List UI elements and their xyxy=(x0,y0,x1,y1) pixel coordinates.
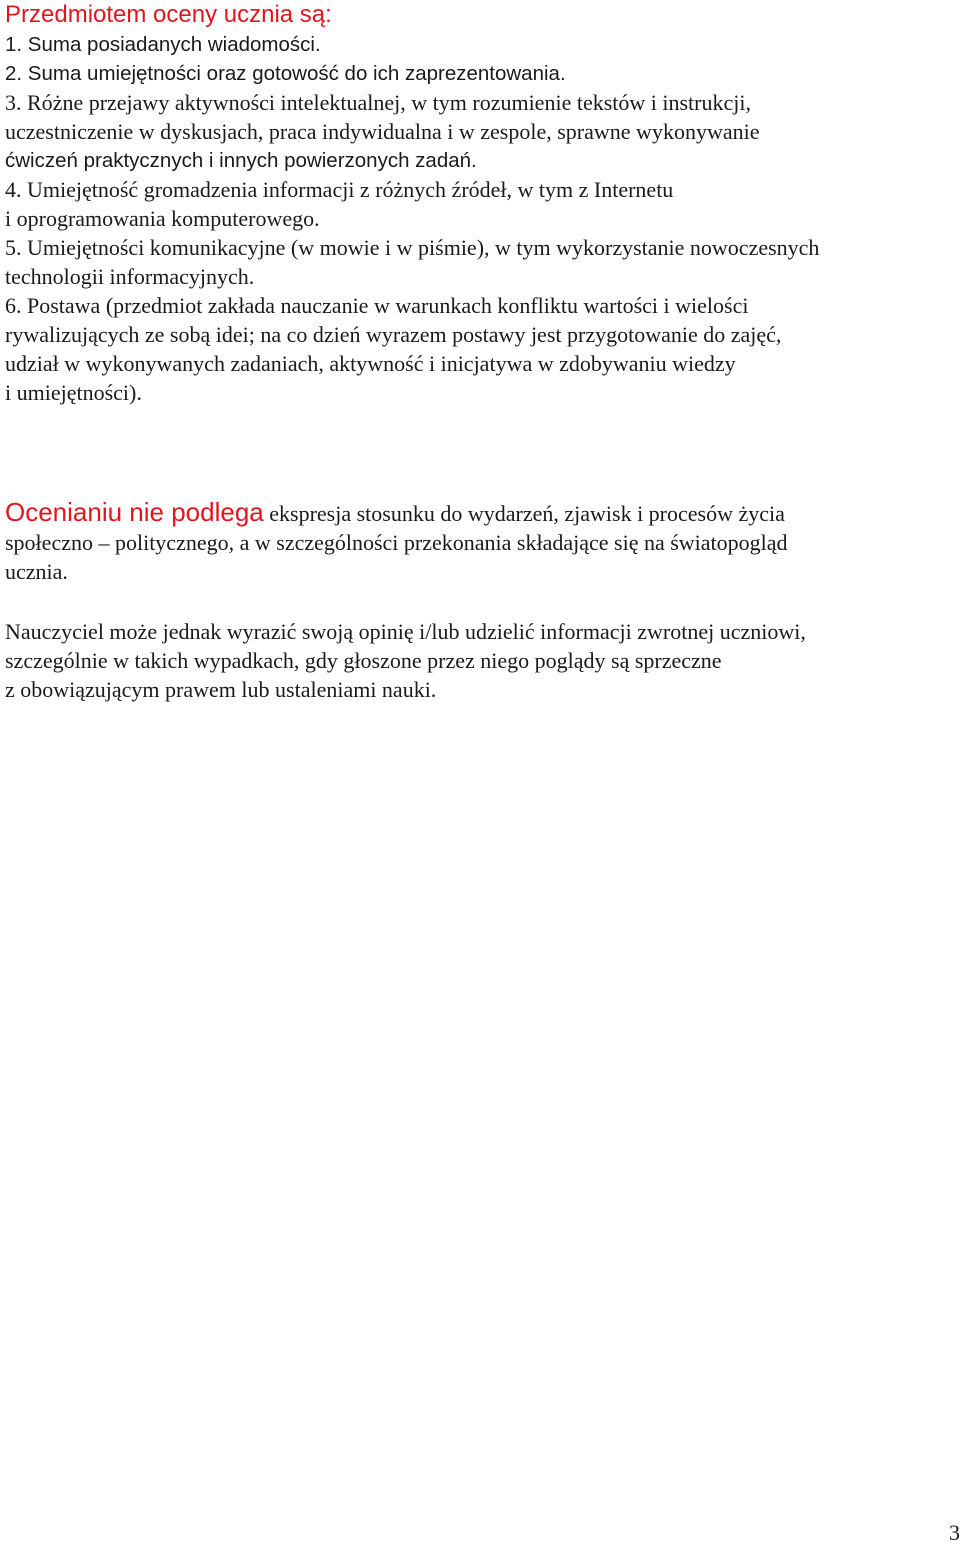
list-item-5-line-1: 5. Umiejętności komunikacyjne (w mowie i w piśmie), w tym wykorzystanie nowoczesnych xyxy=(5,235,820,260)
list-item-5-line-2: technologii informacyjnych. xyxy=(5,264,255,289)
paragraph-line-1: Nauczyciel może jednak wyrazić swoją opinię i/lub udzielić informacji zwrotnej uczniowi, xyxy=(5,619,806,644)
list-item-2: 2. Suma umiejętności oraz gotowość do ich zaprezentowania. xyxy=(5,62,566,85)
emphasis-lead: Ocenianiu nie podlega xyxy=(5,497,264,527)
section-grading-subjects xyxy=(5,0,950,407)
paragraph-line-2: społeczno – politycznego, a w szczególności przekonania składające się na światopogląd xyxy=(5,530,788,555)
paragraph-line-1-rest: ekspresja stosunku do wydarzeń, zjawisk i procesów życia xyxy=(263,501,785,526)
paragraph-line-3: ucznia. xyxy=(5,559,68,584)
list-item-6-line-3: udział w wykonywanych zadaniach, aktywność i inicjatywa w zdobywaniu wiedzy xyxy=(5,351,736,376)
page-number: 3 xyxy=(949,1520,960,1545)
list-item-3-line-1: 3. Różne przejawy aktywności intelektualnej, w tym rozumienie tekstów i instrukcji, xyxy=(5,90,751,115)
list-item-3-line-2: uczestniczenie w dyskusjach, praca indywidualna i w zespole, sprawne wykonywanie xyxy=(5,119,760,144)
list-item-6-line-4: i umiejętności). xyxy=(5,380,142,405)
paragraph-line-3: z obowiązującym prawem lub ustaleniami nauki. xyxy=(5,677,437,702)
paragraph-line-2: szczególnie w takich wypadkach, gdy głoszone przez niego poglądy są sprzeczne xyxy=(5,648,722,673)
list-item-3-line-3: ćwiczeń praktycznych i innych powierzonych zadań. xyxy=(5,149,477,172)
list-item-6-line-2: rywalizujących ze sobą idei; na co dzień wyrazem postawy jest przygotowanie do zajęć, xyxy=(5,322,782,347)
document-page xyxy=(5,0,950,702)
list-item-4-line-2: i oprogramowania komputerowego. xyxy=(5,206,320,231)
section-heading: Przedmiotem oceny ucznia są: xyxy=(5,1,332,28)
list-item-6-line-1: 6. Postawa (przedmiot zakłada nauczanie w warunkach konfliktu wartości i wielości xyxy=(5,293,749,318)
section-not-graded xyxy=(5,498,788,586)
list-item-1: 1. Suma posiadanych wiadomości. xyxy=(5,33,321,56)
list-item-4-line-1: 4. Umiejętność gromadzenia informacji z różnych źródeł, w tym z Internetu xyxy=(5,177,674,202)
section-teacher-opinion xyxy=(5,617,806,704)
paragraph-line-1 xyxy=(5,498,788,528)
